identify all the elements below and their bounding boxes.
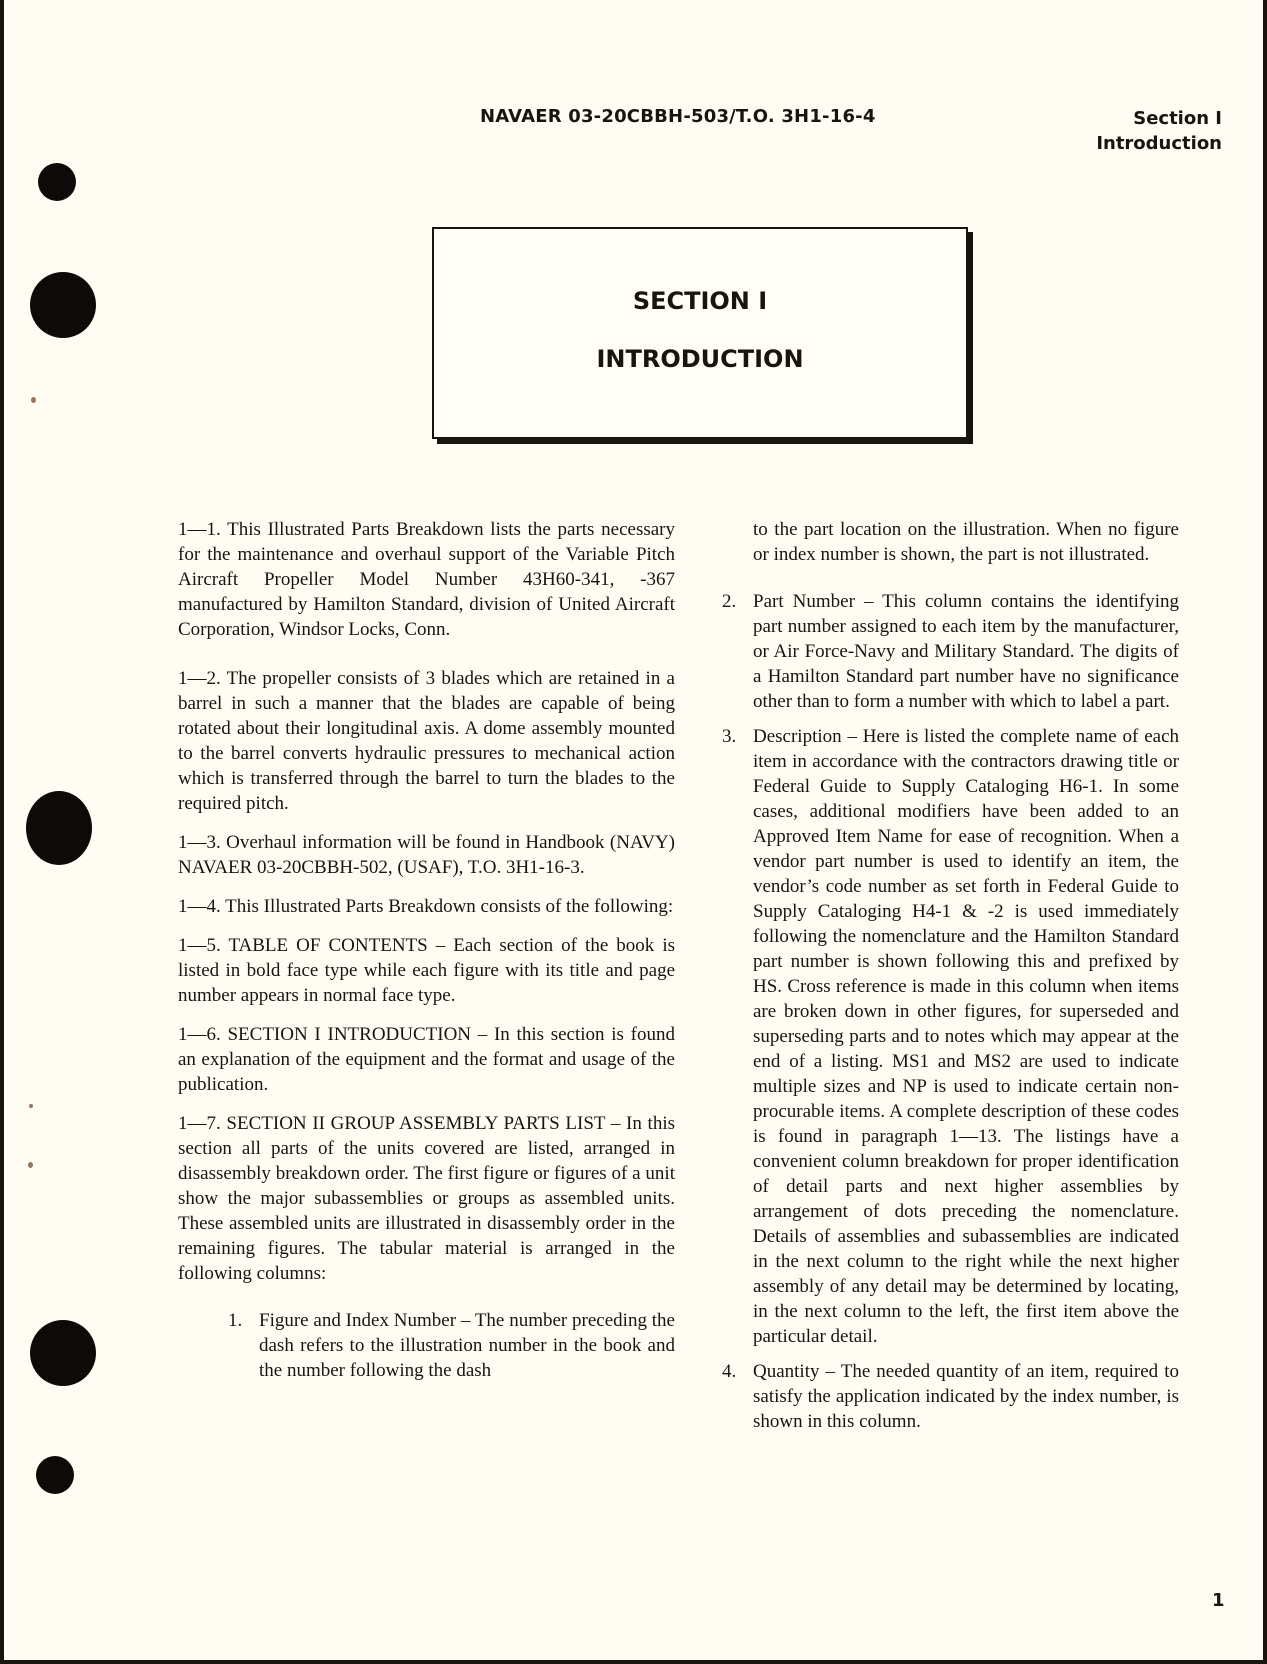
section-heading: SECTION I [632,287,768,315]
left-column [178,517,675,1391]
punch-hole-4 [30,1320,96,1386]
section-title-label: Introduction [1096,133,1222,154]
list-item-3 [722,724,1179,1349]
punch-hole-3 [26,791,92,865]
paper-speck [28,1162,33,1168]
document-number: NAVAER 03-20CBBH-503/T.O. 3H1-16-4 [480,106,876,127]
paragraph-1-7: 1—7. SECTION II GROUP ASSEMBLY PARTS LIST – In this section all parts of the units covered are listed, arranged in disassembly breakdown order. The first figure or figures of a unit show the major subassemblies or groups as assembled units. These assembled units are illustrated in disassembly order in the remaining figures. The tabular material is arranged in the following columns: [178,1113,675,1284]
right-column [722,517,1179,1442]
page-number: 1 [1212,1590,1225,1611]
paragraph-1-5: 1—5. TABLE OF CONTENTS – Each section of the book is listed in bold face type while each figure with its title and page number appears in normal face type. [178,935,675,1006]
list-item-text: Quantity – The needed quantity of an item, required to satisfy the application indicated by the index number, is shown in this column. [753,1361,1179,1432]
section-title-box [432,227,968,439]
paper-speck [29,1104,33,1108]
scan-edge-left [0,0,4,1664]
scan-edge-bottom [0,1660,1267,1664]
running-header [1096,106,1222,156]
list-item-number: 2. [722,591,737,612]
list-item-1 [228,1308,675,1383]
paragraph-1-1: 1—1. This Illustrated Parts Breakdown lists the parts necessary for the maintenance and overhaul support of the Variable Pitch Aircraft Propeller Model Number 43H60-341, -367 manufactured by Hamilton Standard, division of United Aircraft Corporation, Windsor Locks, Conn. [178,519,675,640]
list-item-number: 3. [722,726,737,747]
paper-speck [31,397,36,403]
list-item-text: Figure and Index Number – The number preceding the dash refers to the illustration number in the book and the number following the dash [259,1310,675,1381]
section-subheading: INTRODUCTION [596,345,804,373]
list-item-1-continuation: to the part location on the illustration. When no figure or index number is shown, the part is not illustrated. [753,519,1179,565]
list-item-2 [722,589,1179,714]
punch-hole-5 [36,1456,74,1494]
punch-hole-1 [38,163,76,201]
list-item-4 [722,1359,1179,1434]
list-item-number: 1. [228,1310,243,1331]
scan-edge-right [1263,0,1267,1664]
paragraph-1-6: 1—6. SECTION I INTRODUCTION – In this section is found an explanation of the equipment and the format and usage of the publication. [178,1024,675,1095]
list-item-text: Part Number – This column contains the identifying part number assigned to each item by the manufacturer, or Air Force-Navy and Military Standard. The digits of a Hamilton Standard part number have no significance other than to form a number with which to label a part. [753,591,1179,712]
paragraph-1-2: 1—2. The propeller consists of 3 blades which are retained in a barrel in such a manner that the blades are capable of being rotated about their longitudinal axis. A dome assembly mounted to the barrel converts hydraulic pressures to mechanical action which is transferred through the barrel to turn the blades to the required pitch. [178,668,675,814]
section-label: Section I [1133,108,1222,129]
list-item-text: Description – Here is listed the complete name of each item in accordance with the contractors drawing title or Federal Guide to Supply Cataloging H6-1. In some cases, additional modifiers have been added to an Approved Item Name for ease of recognition. When a vendor part number is used to identify an item, the vendor’s code number as set forth in Federal Guide to Supply Cataloging H4-1 & -2 is used immediately following the nomenclature and the Hamilton Standard part number is shown following this and prefixed by HS. Cross reference is made in this column when items are broken down in other figures, for superseded and superseding parts and to notes which may appear at the end of a listing. MS1 and MS2 are used to indicate multiple sizes and NP is used to indicate certain non-procurable items. A complete description of these codes is found in paragraph 1—13. The listings have a convenient column breakdown for proper identification of detail parts and next higher assemblies by arrangement of dots preceding the nomenclature. Details of assemblies and subassemblies are indicated in the next column to the right while the next higher assembly of any detail may be determined by locating, in the next column to the left, the first item above the particular detail. [753,726,1179,1347]
paragraph-1-4: 1—4. This Illustrated Parts Breakdown consists of the following: [178,896,674,917]
punch-hole-2 [30,272,96,338]
paragraph-1-3: 1—3. Overhaul information will be found in Handbook (NAVY) NAVAER 03-20CBBH-502, (USAF), T.O. 3H1-16-3. [178,832,675,878]
list-item-number: 4. [722,1361,737,1382]
